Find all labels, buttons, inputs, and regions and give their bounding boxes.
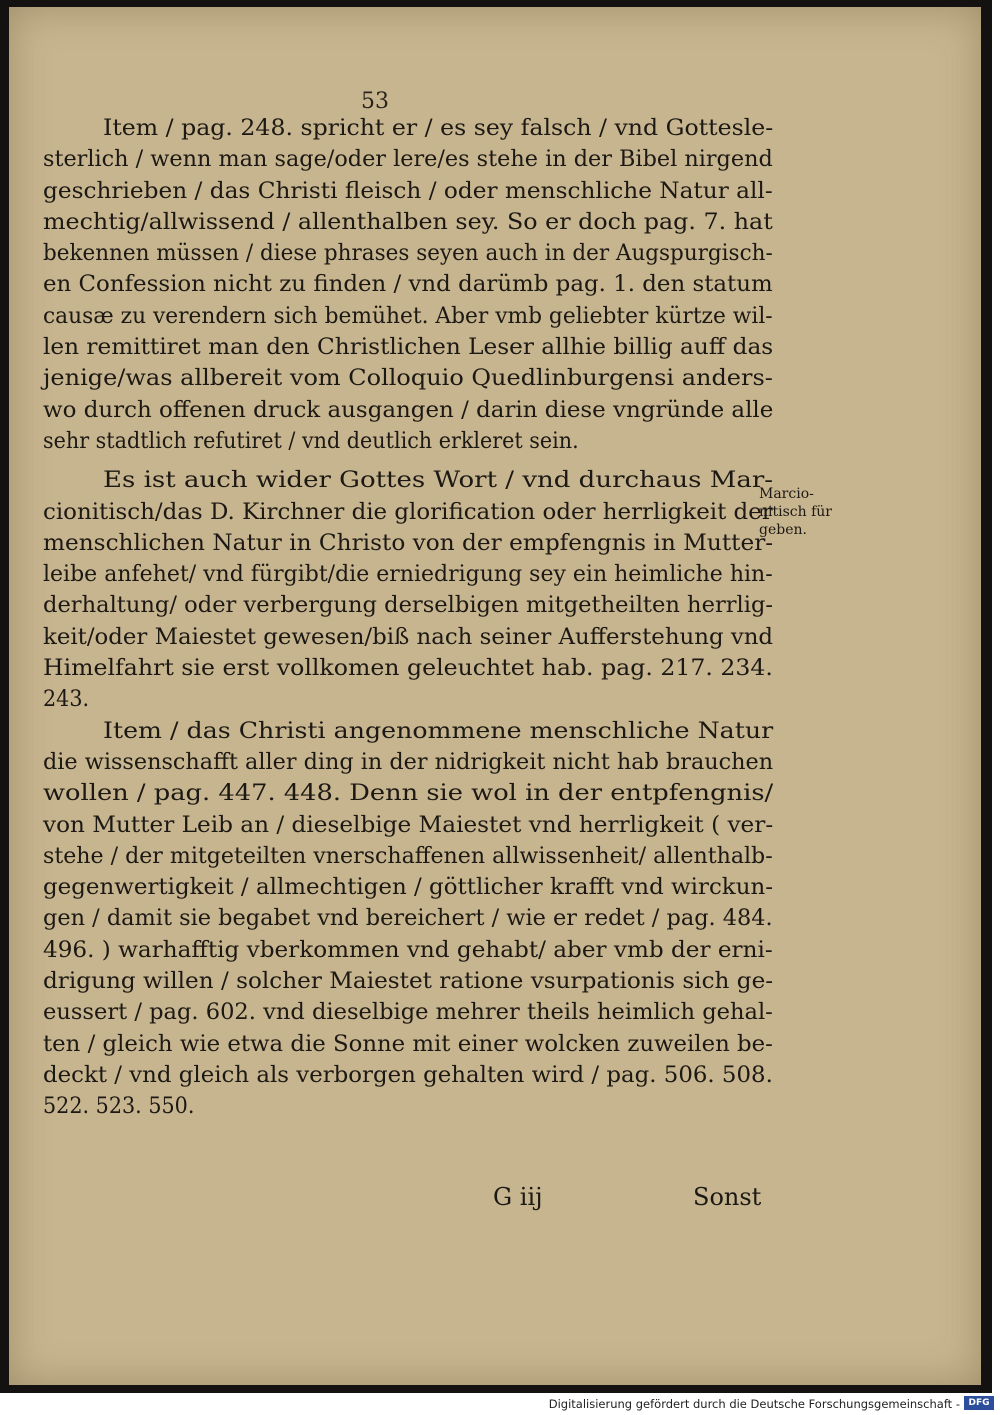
text-line: gen / damit sie begabet vnd bereichert / wie er redet / pag. 484.: [43, 905, 773, 932]
text-line: Item / das Christi angenommene menschliche Natur: [103, 717, 774, 744]
text-line: keit/oder Maiestet gewesen/biß nach seiner Aufferstehung vnd: [43, 623, 774, 650]
body-text: [43, 113, 773, 1123]
dfg-logo: DFG: [964, 1396, 994, 1410]
text-line: Item / pag. 248. spricht er / es sey falsch / vnd Gottesle-: [103, 115, 774, 141]
book-page: [9, 7, 981, 1385]
text-line: 496. ) warhafftig vberkommen vnd gehabt/ aber vmb der erni-: [43, 936, 773, 963]
margin-note: [759, 485, 859, 539]
text-line: stehe / der mitgeteilten vnerschaffenen allwissenheit/ allenthalb-: [43, 842, 773, 869]
text-line: causæ zu verendern sich bemühet. Aber vmb geliebter kürtze wil-: [43, 302, 773, 329]
margin-note-line: Marcio-: [759, 486, 814, 502]
footer-credit: Digitalisierung gefördert durch die Deutsche Forschungsgemeinschaft -: [548, 1397, 960, 1411]
text-line: 522. 523. 550.: [43, 1093, 195, 1120]
signature-mark: G iij: [493, 1183, 543, 1211]
text-line: geschrieben / das Christi fleisch / oder menschliche Natur all-: [43, 177, 773, 204]
text-line: drigung willen / solcher Maiestet ratione vsurpationis sich ge-: [43, 968, 774, 995]
text-line: jenige/was allbereit vom Colloquio Quedlinburgensi anders-: [43, 365, 773, 392]
text-line: wo durch offenen druck ausgangen / darin diese vngründe alle: [43, 396, 774, 423]
text-line: die wissenschafft aller ding in der nidrigkeit nicht hab brauchen: [43, 748, 774, 775]
text-line: leibe anfehet/ vnd fürgibt/die erniedrigung sey ein heimliche hin-: [43, 561, 773, 588]
text-line: 243.: [43, 686, 90, 713]
text-line: en Confession nicht zu finden / vnd darümb pag. 1. den statum: [43, 271, 773, 298]
text-line: ten / gleich wie etwa die Sonne mit einer wolcken zuweilen be-: [43, 1030, 773, 1057]
text-line: eussert / pag. 602. vnd dieselbige mehrer theils heimlich gehal-: [43, 999, 773, 1026]
margin-note-line: nitisch für: [759, 504, 832, 520]
text-line: mechtig/allwissend / allenthalben sey. So er doch pag. 7. hat: [43, 208, 773, 235]
margin-note-line: geben.: [759, 522, 807, 538]
text-line: sehr stadtlich refutiret / vnd deutlich erkleret sein.: [43, 427, 579, 454]
text-line: deckt / vnd gleich als verborgen gehalten wird / pag. 506. 508.: [43, 1061, 773, 1088]
text-line: len remittiret man den Christlichen Leser allhie billig auff das: [43, 334, 774, 361]
text-line: menschlichen Natur in Christo von der empfengnis in Mutter-: [43, 529, 774, 556]
text-line: wollen / pag. 447. 448. Denn sie wol in der entpfengnis/: [43, 780, 774, 807]
text-line: Himelfahrt sie erst vollkomen geleuchtet hab. pag. 217. 234.: [43, 655, 773, 682]
text-line: bekennen müssen / diese phrases seyen auch in der Augspurgisch-: [43, 240, 773, 267]
text-line: gegenwertigkeit / allmechtigen / göttlicher krafft vnd wirckun-: [43, 874, 773, 901]
text-line: cionitisch/das D. Kirchner die glorification oder herrligkeit der: [43, 498, 773, 525]
text-line: von Mutter Leib an / dieselbige Maiestet vnd herrligkeit ( ver-: [43, 811, 774, 838]
page-number: 53: [361, 89, 389, 114]
catchword: Sonst: [693, 1183, 762, 1211]
paragraph-gap: [43, 457, 773, 465]
text-line: sterlich / wenn man sage/oder lere/es stehe in der Bibel nirgend: [43, 146, 773, 173]
text-line: Es ist auch wider Gottes Wort / vnd durchaus Mar-: [103, 467, 774, 494]
text-line: derhaltung/ oder verbergung derselbigen mitgetheilten herrlig-: [43, 592, 774, 619]
